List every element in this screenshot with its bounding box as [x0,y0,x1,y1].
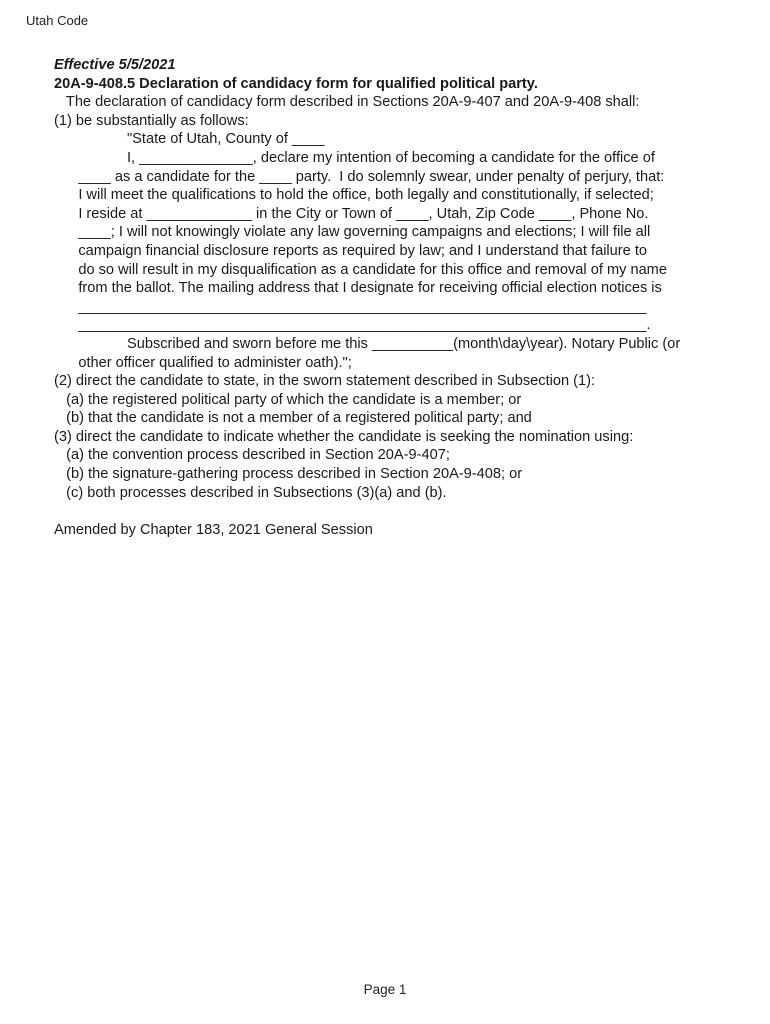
text-line: I, ______________, declare my intention of becoming a candidate for the office of [54,149,655,166]
text-line: Subscribed and sworn before me this __________(month\day\year). Notary Public (or [54,335,681,352]
text-line: The declaration of candidacy form described in Sections 20A-9-407 and 20A-9-408 shall: [54,94,640,111]
text-line: I will meet the qualifications to hold the office, both legally and constitutionally, if selected; [54,187,654,204]
text-line: (3) direct the candidate to indicate whether the candidate is seeking the nomination using: [54,428,634,445]
text-line: (1) be substantially as follows: [54,112,249,129]
text-line: I reside at _____________ in the City or Town of ____, Utah, Zip Code ____, Phone No. [54,205,649,222]
section-heading: 20A-9-408.5 Declaration of candidacy form for qualified political party. [54,75,538,92]
text-line: (2) direct the candidate to state, in the sworn statement described in Subsection (1): [54,373,596,390]
text-line: "State of Utah, County of ____ [54,131,325,148]
text-line: ____ as a candidate for the ____ party. I do solemnly swear, under penalty of perjury, that: [54,168,665,185]
text-line: (a) the registered political party of which the candidate is a member; or [54,391,522,408]
text-line: campaign financial disclosure reports as required by law; and I understand that failure to [54,242,647,259]
text-line: do so will result in my disqualification as a candidate for this office and removal of my name [54,261,667,278]
page-number: Page 1 [363,982,407,997]
text-line: ____; I will not knowingly violate any law governing campaigns and elections; I will file all [54,224,651,241]
amendment-note: Amended by Chapter 183, 2021 General Session [54,521,373,538]
text-line: other officer qualified to administer oath)."; [54,354,352,371]
spacer [54,502,734,521]
text-line: (b) that the candidate is not a member of a registered political party; and [54,410,532,427]
text-line: (b) the signature-gathering process described in Section 20A-9-408; or [54,466,523,483]
running-header: Utah Code [26,13,89,28]
document-body [54,56,734,539]
section-text [54,93,734,502]
effective-date: Effective 5/5/2021 [54,57,176,73]
text-line: (a) the convention process described in Section 20A-9-407; [54,447,450,464]
text-line: from the ballot. The mailing address that I designate for receiving official election notices is [54,280,662,297]
text-line: (c) both processes described in Subsections (3)(a) and (b). [54,484,447,501]
text-line: ______________________________________________________________________. [54,317,651,334]
text-line: ______________________________________________________________________ [54,298,647,315]
